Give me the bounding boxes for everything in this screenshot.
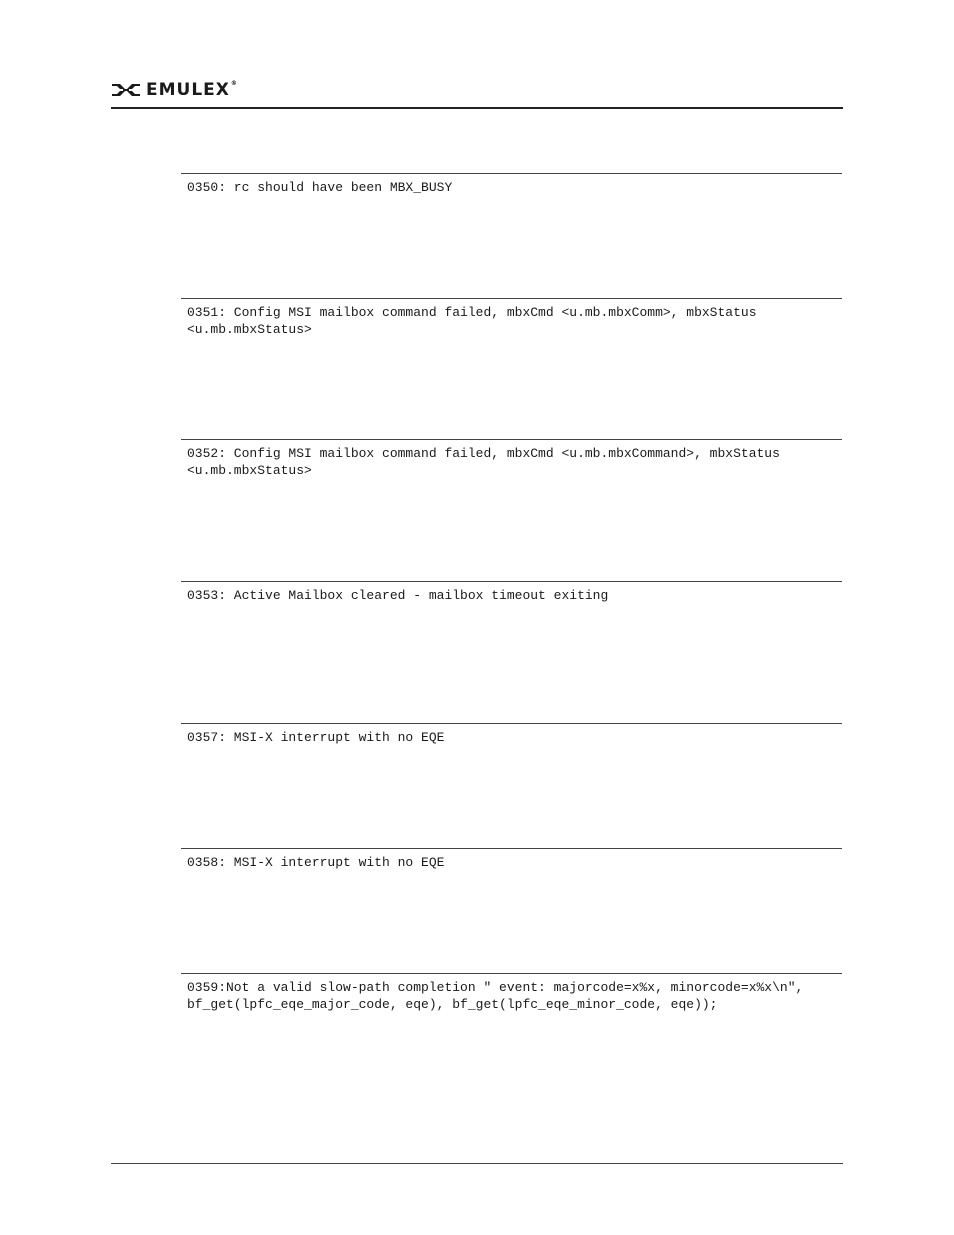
logo-wordmark xyxy=(146,80,238,100)
log-message: 0358: MSI-X interrupt with no EQE xyxy=(187,855,445,870)
log-entry-0353 xyxy=(181,581,842,604)
log-entry-0359 xyxy=(181,973,842,1013)
log-entry-0357 xyxy=(181,723,842,746)
log-message: 0352: Config MSI mailbox command failed, mbxCmd <u.mb.mbxCommand>, mbxStatus <u.mb.mbxStatus> xyxy=(187,446,788,478)
trademark-mark: ® xyxy=(230,80,238,87)
page-header xyxy=(111,78,843,109)
emulex-logo-icon xyxy=(111,82,141,98)
log-entry-0350 xyxy=(181,173,842,196)
log-message: 0351: Config MSI mailbox command failed, mbxCmd <u.mb.mbxComm>, mbxStatus <u.mb.mbxStatus> xyxy=(187,305,765,337)
footer-divider xyxy=(111,1163,843,1164)
emulex-logo xyxy=(111,80,238,100)
logo-text: EMULEX xyxy=(146,80,230,100)
log-message: 0350: rc should have been MBX_BUSY xyxy=(187,180,453,195)
log-message: 0357: MSI-X interrupt with no EQE xyxy=(187,730,445,745)
log-entry-0352 xyxy=(181,439,842,479)
log-message: 0353: Active Mailbox cleared - mailbox timeout exiting xyxy=(187,588,609,603)
log-message: 0359:Not a valid slow-path completion " event: majorcode=x%x, minorcode=x%x\n", bf_get(lpfc_eqe_major_code, eqe), bf_get(lpfc_eqe_minor_code, eqe)); xyxy=(187,980,812,1012)
log-entry-0358 xyxy=(181,848,842,871)
log-entry-0351 xyxy=(181,298,842,338)
